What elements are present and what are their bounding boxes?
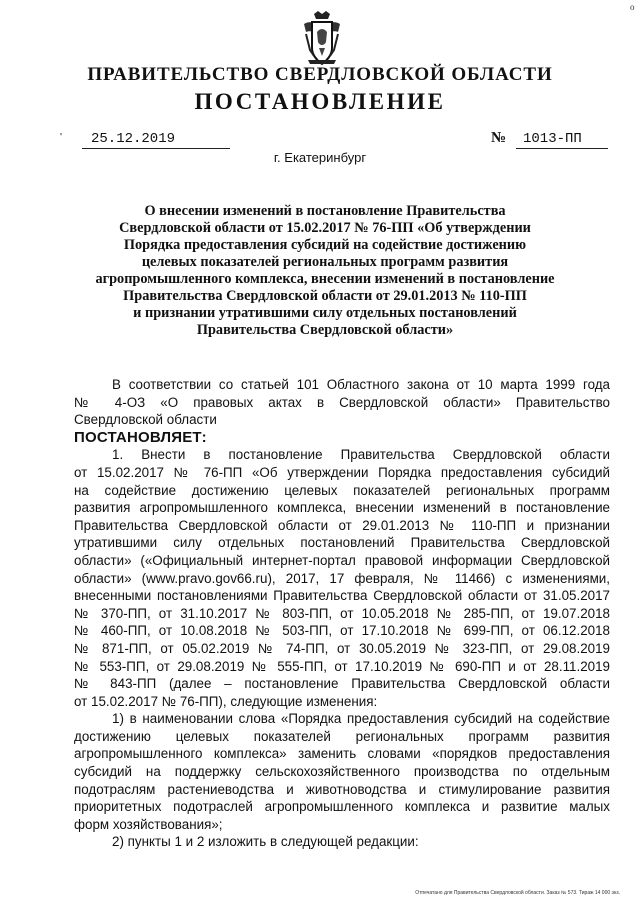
- subitem1-line: агропромышленного комплекса» заменить словами «порядков предоставления: [74, 746, 610, 762]
- item1-line: 1. Внести в постановление Правительства Свердловской области: [112, 447, 610, 463]
- item1-line: № 370-ПП, от 31.10.2017 № 803-ПП, от 10.05.2018 № 285-ПП, от 19.07.2018: [74, 605, 610, 621]
- title-line: и признании утратившими силу отдельных постановлений: [133, 305, 517, 321]
- title-line: О внесении изменений в постановление Правительства: [144, 203, 506, 219]
- number-sign: №: [491, 130, 507, 146]
- item1-line: внесенными постановлениями Правительства Свердловской области от 31.05.2017: [74, 588, 610, 604]
- item1-line: области» («Официальный интернет-портал правовой информации Свердловской: [74, 552, 610, 568]
- title-line: целевых показателей региональных программ развития: [141, 254, 509, 270]
- organization-title: ПРАВИТЕЛЬСТВО СВЕРДЛОВСКОЙ ОБЛАСТИ: [87, 64, 553, 85]
- title-line: Порядка предоставления субсидий на содействие достижению: [123, 237, 527, 253]
- subitem1-line: приоритетных подотраслей агропромышленного комплекса и развитие малых: [74, 799, 610, 815]
- margin-tick: ': [60, 131, 62, 143]
- document-type: ПОСТАНОВЛЕНИЕ: [194, 89, 446, 114]
- document-title: [75, 203, 575, 339]
- date-underline: [82, 148, 230, 149]
- subitem1-line: достижению целевых показателей региональных программ развития: [74, 728, 610, 744]
- item1-line: Правительства Свердловской области от 29.01.2013 № 110-ПП и признании: [74, 517, 610, 533]
- item1-line: утратившими силу отдельных постановлений Правительства Свердловской: [74, 535, 610, 551]
- subitem1-line: подотраслям растениеводства и животноводства и стимулирование развития: [74, 781, 610, 797]
- item1-line: от 15.02.2017 № 76-ПП), следующие изменения:: [74, 693, 378, 709]
- title-line: Правительства Свердловской области от 29.01.2013 № 110-ПП: [123, 288, 527, 304]
- coat-of-arms-icon: [300, 10, 344, 68]
- document-body: [74, 376, 610, 851]
- subitem1-line: субсидий на поддержку сельскохозяйственного производства по отдельным: [74, 764, 610, 780]
- document-number: 1013-ПП: [523, 131, 582, 147]
- decree-word: ПОСТАНОВЛЯЕТ:: [74, 428, 207, 446]
- title-line: агропромышленного комплекса, внесении изменений в постановление: [95, 271, 555, 287]
- document-date: 25.12.2019: [91, 131, 176, 147]
- number-underline: [516, 148, 608, 149]
- city: г. Екатеринбург: [273, 150, 367, 165]
- preamble-line: № 4-ОЗ «О правовых актах в Свердловской области» Правительство: [74, 394, 610, 410]
- item1-line: области» (www.pravo.gov66.ru), 2017, 17 февраля, № 11466) с изменениями,: [74, 570, 610, 586]
- subitem1-line: форм хозяйствования»;: [74, 816, 223, 832]
- item1-line: № 460-ПП, от 10.08.2018 № 503-ПП, от 17.10.2018 № 699-ПП, от 06.12.2018: [74, 623, 610, 639]
- item1-line: № 553-ПП, от 29.08.2019 № 555-ПП, от 17.10.2019 № 690-ПП и от 28.11.2019: [74, 658, 610, 674]
- item1-line: № 871-ПП, от 05.02.2019 № 74-ПП, от 30.05.2019 № 323-ПП, от 29.08.2019: [74, 640, 610, 656]
- item1-line: на содействие достижению целевых показателей региональных программ: [74, 482, 610, 498]
- corner-mark: о: [630, 2, 635, 12]
- print-footer: Отпечатано для Правительства Свердловской области. Заказ № 573. Тираж 14 000 экз.: [415, 890, 620, 896]
- item1-line: развития агропромышленного комплекса, внесении изменений в постановление: [74, 500, 610, 516]
- item1-line: № 843-ПП (далее – постановление Правительства Свердловской области: [74, 676, 610, 692]
- title-line: Свердловской области от 15.02.2017 № 76-ПП «Об утверждении: [119, 220, 531, 236]
- preamble-line: Свердловской области: [74, 412, 217, 428]
- subitem2-line: 2) пункты 1 и 2 изложить в следующей редакции:: [112, 834, 419, 850]
- title-line: Правительства Свердловской области»: [196, 322, 454, 338]
- preamble-line: В соответствии со статьей 101 Областного закона от 10 марта 1999 года: [112, 377, 610, 392]
- subitem1-line: 1) в наименовании слова «Порядка предоставления субсидий на содействие: [112, 711, 610, 727]
- item1-line: от 15.02.2017 № 76-ПП «Об утверждении Порядка предоставления субсидий: [74, 464, 610, 480]
